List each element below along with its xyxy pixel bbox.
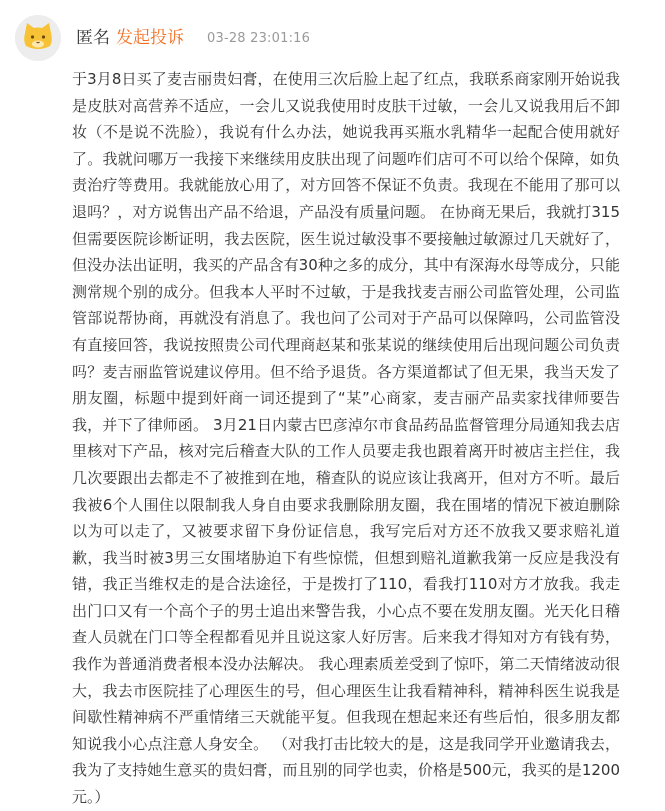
author-name: 匿名 bbox=[76, 28, 110, 48]
post-timestamp: 03-28 23:01:16 bbox=[207, 31, 311, 46]
file-complaint-link[interactable]: 发起投诉 bbox=[116, 28, 184, 48]
cat-avatar-icon bbox=[15, 15, 61, 61]
avatar[interactable] bbox=[15, 15, 61, 61]
post-body-text: 于3月8日买了麦吉丽贵妇膏，在使用三次后脸上起了红点，我联系商家刚开始说我是皮肤对高营养不适应，一会儿又说我使用时皮肤干过敏，一会儿又说我用后不卸妆（不是说不洗脸），我说有什么办法，她说我再买瓶水乳精华一起配合使用就好了。我就问哪万一我接下来继续用皮肤出现了问题咋们店可不可以给个保障，如负责治疗等费用。我就能放心用了，对方回答不保证不负责。我现在不能用了那可以退吗？，对方说售出产品不给退，产品没有质量问题。 在协商无果后，我就打315但需要医院诊断证明，我去医院，医生说过敏没事不要接触过敏源过几天就好了，但没办法出证明，我买的产品含有30种之多的成分，其中有深海水母等成分，只能测常规个别的成分。但我本人平时不过敏，于是我找麦吉丽公司监管处理，公司监管部说帮协商，再就没有消息了。我也问了公司对于产品可以保障吗，公司监管没有直接回答，我说按照贵公司代理商赵某和张某说的继续使用后出现问题公司负责吗？麦吉丽监管说建议停用。但不给予退货。各方渠道都试了但无果，我当天发了朋友圈，标题中提到奸商一词还提到了“某”心商家，麦吉丽产品卖家找律师要告我，并下了律师函。 3月21日内蒙古巴彦淖尔市食品药品监督管理分局通知我去店里核对下产品，核对完后稽查大队的工作人员要走我也跟着离开时被店主拦住，我几次要跟出去都走不了被推到在地，稽查队的说应该让我离开，但对方不听。最后我被6个人围住以限制我人身自由要求我删除朋友圈，我在围堵的情况下被迫删除以为可以走了，又被要求留下身份证信息，我写完后对方还不放我又要求赔礼道歉，我当时被3男三女围堵胁迫下有些惊慌，但想到赔礼道歉我第一反应是我没有错，我正当维权走的是合法途径，于是拨打了110，看我打110对方才放我。我走出门口又有一个高个子的男士追出来警告我，小心点不要在发朋友圈。光天化日稽查人员就在门口等全程都看见并且说这家人好厉害。后来我才得知对方有钱有势，我作为普通消费者根本没办法解决。 我心理素质差受到了惊吓，第二天情绪波动很大，我去市医院挂了心理医生的号，但心理医生让我看精神科，精神科医生说我是间歇性精神病不严重情绪三天就能平复。但我现在想起来还有些后怕，很多朋友都知说我小心点注意人身安全。 （对我打击比较大的是，这是我同学开业邀请我去，我为了支持她生意买的贵妇膏，而且别的同学也卖，价格是500元，我买的是1200元。） bbox=[72, 70, 620, 807]
